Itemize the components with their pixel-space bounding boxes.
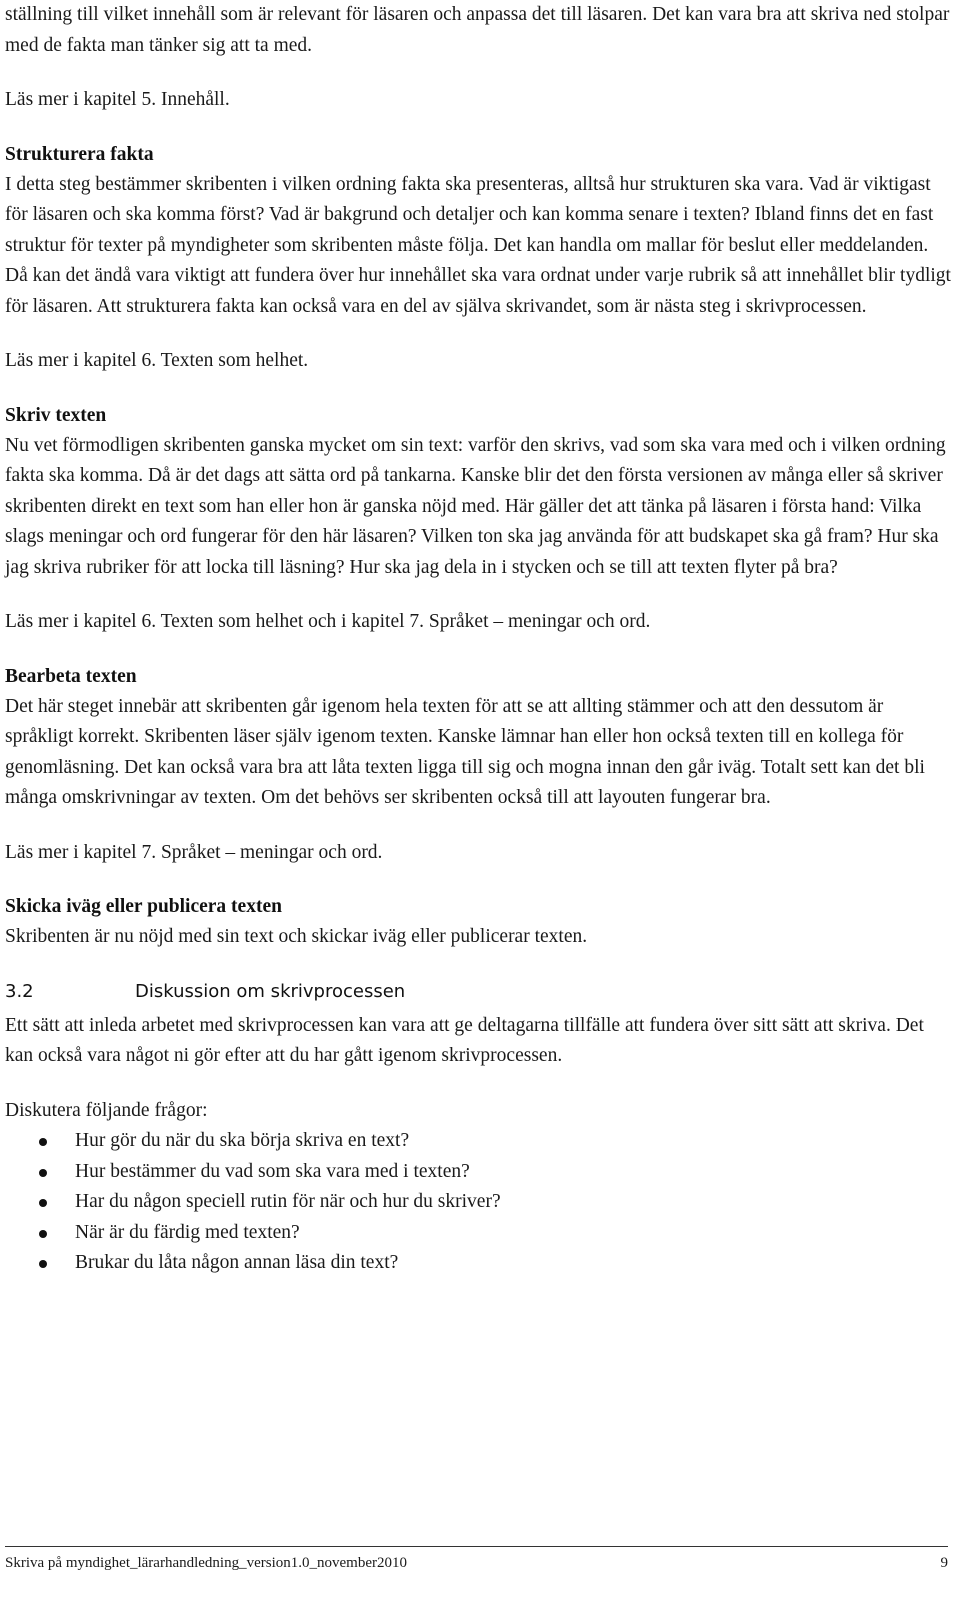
bullet-icon [39,1199,47,1207]
footer-document-name: Skriva på myndighet_lärarhandledning_version1.0_november2010 [5,1555,407,1571]
bullet-icon [39,1230,47,1238]
document-page [5,0,955,1279]
skicka-paragraph: Skribenten är nu nöjd med sin text och skickar iväg eller publicerar texten. [5,926,588,947]
list-item [5,1187,955,1218]
chapter-reference: Läs mer i kapitel 6. Texten som helhet och i kapitel 7. Språket – meningar och ord. [5,611,651,632]
section-paragraph: Ett sätt att inleda arbetet med skrivprocessen kan vara att ge deltagarna tillfälle att fundera över sitt sätt att skriva. Det kan också vara något ni gör efter att du har gått igenom skrivprocessen. [5,1014,924,1066]
subheading-skriv: Skriv texten [5,404,107,426]
section-number: 3.2 [5,980,34,1002]
bullet-icon [39,1260,47,1268]
chapter-reference: Läs mer i kapitel 7. Språket – meningar och ord. [5,841,383,863]
bullet-icon [39,1169,47,1177]
skriv-paragraph: Nu vet förmodligen skribenten ganska mycket om sin text: varför den skrivs, vad som ska vara med och i vilken ordning fakta ska komma. Då är det dags att sätta ord på tankarna. Kanske blir det den första versionen av många eller så skriver skribenten direkt en text som han eller hon är ganska nöjd med. Här gäller det att tänka på läsaren i första hand: Vilka slags meningar och ord fungerar för den här läsaren? Vilken ton ska jag använda för att budskapet ska gå fram? Hur ska jag skriva rubriker för att locka till läsning? Hur ska jag dela in i stycken och se till att texten flyter på bra? [5,434,946,578]
question-text: Hur bestämmer du vad som ska vara med i texten? [75,1160,470,1182]
page-footer [5,1546,948,1573]
bearbeta-paragraph: Det här steget innebär att skribenten går igenom hela texten för att se att allting stämmer och att den dessutom är språkligt korrekt. Skribenten läser själv igenom texten. Kanske lämnar han eller hon också texten till en kollega för genomläsning. Det kan också vara bra att låta texten ligga till sig och mogna innan den går iväg. Totalt sett kan det bli många omskrivningar av texten. Om det behövs ser skribenten också till att layouten fungerar bra. [5,695,925,808]
question-text: Brukar du låta någon annan läsa din text? [75,1252,399,1273]
question-text: När är du färdig med texten? [75,1221,300,1243]
chapter-reference: Läs mer i kapitel 6. Texten som helhet. [5,350,309,371]
question-list [5,1126,955,1279]
section-heading [5,977,955,1007]
subheading-skicka: Skicka iväg eller publicera texten [5,896,282,917]
list-item [5,1126,955,1157]
page-number: 9 [940,1555,948,1571]
intro-paragraph: ställning till vilket innehåll som är relevant för läsaren och anpassa det till läsaren. Det kan vara bra att skriva ned stolpar med de fakta man tänker sig att ta med. [5,4,950,56]
list-item [5,1157,955,1188]
section-title: Diskussion om skrivprocessen [135,980,406,1002]
question-text: Hur gör du när du ska börja skriva en text? [75,1130,410,1151]
chapter-reference: Läs mer i kapitel 5. Innehåll. [5,89,230,110]
bullet-icon [39,1138,47,1146]
subheading-strukturera: Strukturera fakta [5,143,154,165]
subheading-bearbeta: Bearbeta texten [5,665,137,687]
list-item [5,1248,955,1279]
question-text: Har du någon speciell rutin för när och hur du skriver? [75,1191,501,1212]
discussion-lead: Diskutera följande frågor: [5,1099,208,1121]
list-item [5,1218,955,1249]
strukturera-paragraph: I detta steg bestämmer skribenten i vilken ordning fakta ska presenteras, alltså hur strukturen ska vara. Vad är viktigast för läsaren och ska komma först? Vad är bakgrund och detaljer och kan komma senare i texten? Ibland finns det en fast struktur för texter på myndigheter som skribenten måste följa. Det kan handla om mallar för beslut eller meddelanden. Då kan det ändå vara viktigt att fundera över hur innehållet ska vara ordnat under varje rubrik så att innehållet blir tydligt för läsaren. Att strukturera fakta kan också vara en del av själva skrivandet, som är nästa steg i skrivprocessen. [5,173,951,317]
